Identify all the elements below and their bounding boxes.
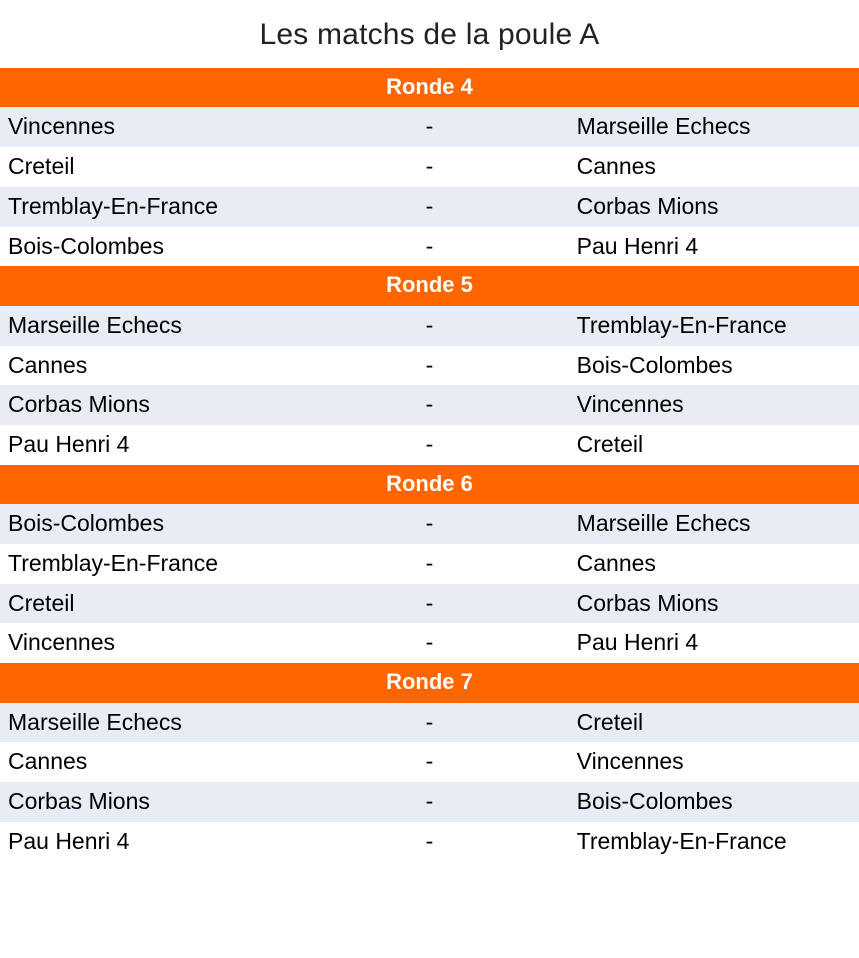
home-team: Cannes [0,346,286,386]
home-team: Cannes [0,742,286,782]
table-row [0,703,859,743]
away-team: Cannes [573,147,859,187]
away-team: Marseille Echecs [573,504,859,544]
home-team: Creteil [0,147,286,187]
table-row [0,147,859,187]
round-header-row [0,68,859,107]
home-team: Bois-Colombes [0,504,286,544]
table-row [0,584,859,624]
away-team: Pau Henri 4 [573,227,859,267]
home-team: Marseille Echecs [0,306,286,346]
round-title: Ronde 6 [0,465,859,504]
table-row [0,544,859,584]
home-team: Bois-Colombes [0,227,286,267]
round-title: Ronde 5 [0,266,859,305]
home-team: Tremblay-En-France [0,544,286,584]
table-row [0,504,859,544]
round-header-row [0,465,859,504]
table-row [0,822,859,862]
away-team: Cannes [573,544,859,584]
round-header-row [0,663,859,702]
away-team: Vincennes [573,742,859,782]
match-separator: - [286,306,572,346]
table-row [0,227,859,267]
away-team: Tremblay-En-France [573,306,859,346]
round-header-row [0,266,859,305]
away-team: Pau Henri 4 [573,623,859,663]
away-team: Corbas Mions [573,584,859,624]
match-separator: - [286,782,572,822]
away-team: Marseille Echecs [573,107,859,147]
home-team: Corbas Mions [0,782,286,822]
matches-table [0,68,859,862]
page-title: Les matchs de la poule A [259,18,600,51]
home-team: Vincennes [0,107,286,147]
away-team: Tremblay-En-France [573,822,859,862]
home-team: Corbas Mions [0,385,286,425]
table-row [0,742,859,782]
table-row [0,623,859,663]
match-separator: - [286,227,572,267]
match-separator: - [286,425,572,465]
match-separator: - [286,584,572,624]
match-separator: - [286,742,572,782]
away-team: Bois-Colombes [573,346,859,386]
match-separator: - [286,147,572,187]
away-team: Corbas Mions [573,187,859,227]
away-team: Bois-Colombes [573,782,859,822]
round-title: Ronde 4 [0,68,859,107]
home-team: Pau Henri 4 [0,822,286,862]
match-separator: - [286,346,572,386]
home-team: Vincennes [0,623,286,663]
match-separator: - [286,504,572,544]
match-separator: - [286,107,572,147]
home-team: Marseille Echecs [0,703,286,743]
table-row [0,187,859,227]
table-row [0,385,859,425]
home-team: Creteil [0,584,286,624]
table-row [0,425,859,465]
match-separator: - [286,623,572,663]
table-row [0,107,859,147]
match-separator: - [286,187,572,227]
match-separator: - [286,703,572,743]
table-row [0,782,859,822]
home-team: Pau Henri 4 [0,425,286,465]
home-team: Tremblay-En-France [0,187,286,227]
match-separator: - [286,822,572,862]
away-team: Vincennes [573,385,859,425]
round-title: Ronde 7 [0,663,859,702]
match-separator: - [286,385,572,425]
table-row [0,306,859,346]
table-row [0,346,859,386]
away-team: Creteil [573,703,859,743]
match-separator: - [286,544,572,584]
away-team: Creteil [573,425,859,465]
